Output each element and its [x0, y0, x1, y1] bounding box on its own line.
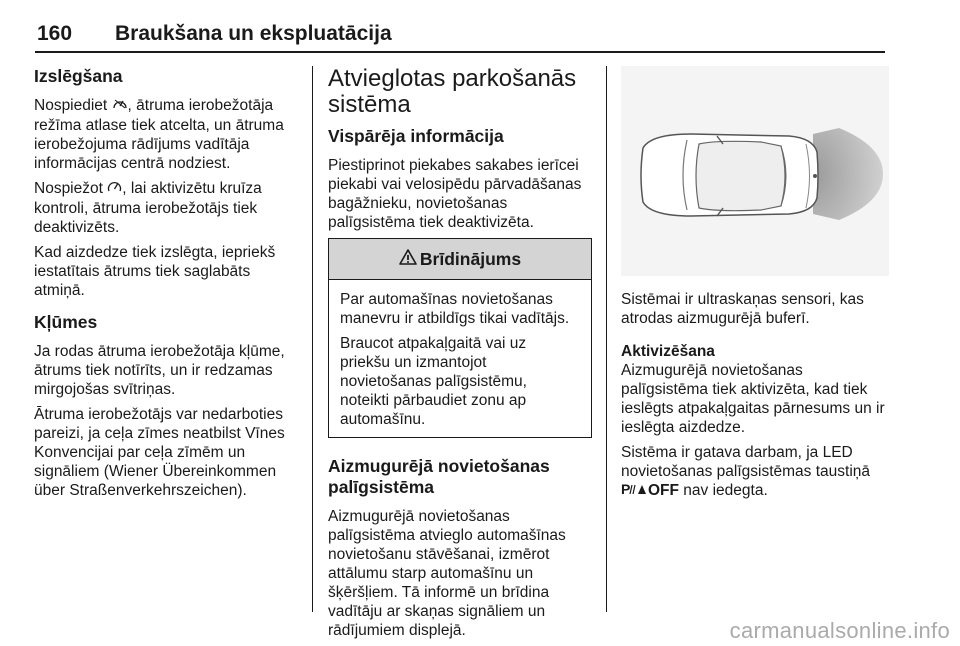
warning-body — [329, 280, 591, 437]
text: Nospiediet — [34, 97, 112, 114]
text: nav iedegta. — [679, 482, 768, 499]
main-heading: Atvieglotas parkošanās sistēma — [328, 65, 577, 118]
paragraph — [34, 179, 298, 237]
column-1 — [34, 66, 298, 506]
column-3 — [621, 66, 889, 506]
header-rule — [35, 51, 885, 53]
paragraph: Ātruma ierobežotājs var nedarboties pareizi, ja ceļa zīmes neatbilst Vīnes Konvencijai par ceļa zīmēm un signāliem (Wiener Übereinkommen über Straßenverkehrszeichen). — [34, 406, 285, 499]
warning-title: Brīdinājums — [419, 248, 522, 269]
text: , ātruma ierobežotāja režīma atlase tiek atcelta, un ātruma ierobežojuma rādījums vadītāja informācijas centrā nodziest. — [34, 97, 284, 172]
car-sensor-illustration — [621, 66, 889, 276]
park-assist-button-label: OFF — [648, 482, 679, 499]
column-divider-2 — [606, 66, 607, 612]
page-header — [0, 0, 960, 52]
warning-header — [329, 239, 591, 280]
text: , lai aktivizētu kruīza kontroli, ātruma ierobežotājs tiek deaktivizēts. — [34, 180, 262, 236]
subheading-activation: Aktivizēšana — [621, 343, 715, 360]
subheading-rear-park-assist: Aizmugurējā novietošanas palīgsistēma — [328, 456, 550, 497]
paragraph — [34, 96, 298, 173]
speed-limiter-icon — [112, 99, 128, 114]
paragraph: Par automašīnas novietošanas manevru ir atbildīgs tikai vadītājs. — [340, 291, 570, 327]
text: Nospiežot — [34, 180, 108, 197]
cruise-control-icon — [107, 182, 122, 197]
warning-triangle-icon — [399, 249, 420, 269]
column-divider-1 — [312, 66, 313, 612]
watermark: carmanualsonline.info — [729, 618, 950, 643]
svg-text:P: P — [621, 482, 631, 496]
warning-box — [328, 238, 592, 438]
section-heading-switch-off: Izslēgšana — [34, 66, 123, 86]
paragraph: Piestiprinot piekabes sakabes ierīcei piekabi vai velosipēdu pārvadāšanas bagāžnieku, novietošanas palīgsistēma tiek deaktivizēta. — [328, 157, 582, 231]
chapter-title: Braukšana un ekspluatācija — [115, 22, 392, 45]
park-assist-icon — [621, 482, 648, 499]
section-heading-faults: Kļūmes — [34, 312, 98, 332]
paragraph: Ja rodas ātruma ierobežotāja kļūme, ātrums tiek notīrīts, un ir redzamas mirgojošas svītriņas. — [34, 343, 285, 398]
column-2 — [328, 66, 592, 646]
text: Sistēma ir gatava darbam, ja LED novietošanas palīgsistēmas taustiņā — [621, 444, 871, 480]
paragraph: Aizmugurējā novietošanas palīgsistēma tiek aktivizēta, kad tiek ieslēgts atpakaļgaitas pārnesums un ir ieslēgta aizdedze. — [621, 362, 885, 436]
paragraph: Braucot atpakaļgaitā vai uz priekšu un izmantojot novietošanas palīgsistēmu, noteikti pārbaudiet zonu ap automašīnu. — [340, 335, 527, 428]
figure-caption: Sistēmai ir ultraskaņas sensori, kas atrodas aizmugurējā buferī. — [621, 291, 864, 327]
paragraph — [621, 443, 889, 500]
page-number: 160 — [37, 22, 73, 45]
paragraph: Aizmugurējā novietošanas palīgsistēma atvieglo automašīnas novietošanu stāvēšanai, izmērot attālumu starp automašīnu un šķēršļiem. Tā informē un brīdina vadītāju ar skaņas signāliem un rādījumiem displejā. — [328, 508, 566, 639]
paragraph: Kad aizdedze tiek izslēgta, iepriekš iestatītais ātrums tiek saglabāts atmiņā. — [34, 244, 276, 299]
subheading-general-info: Vispārēja informācija — [328, 126, 504, 146]
